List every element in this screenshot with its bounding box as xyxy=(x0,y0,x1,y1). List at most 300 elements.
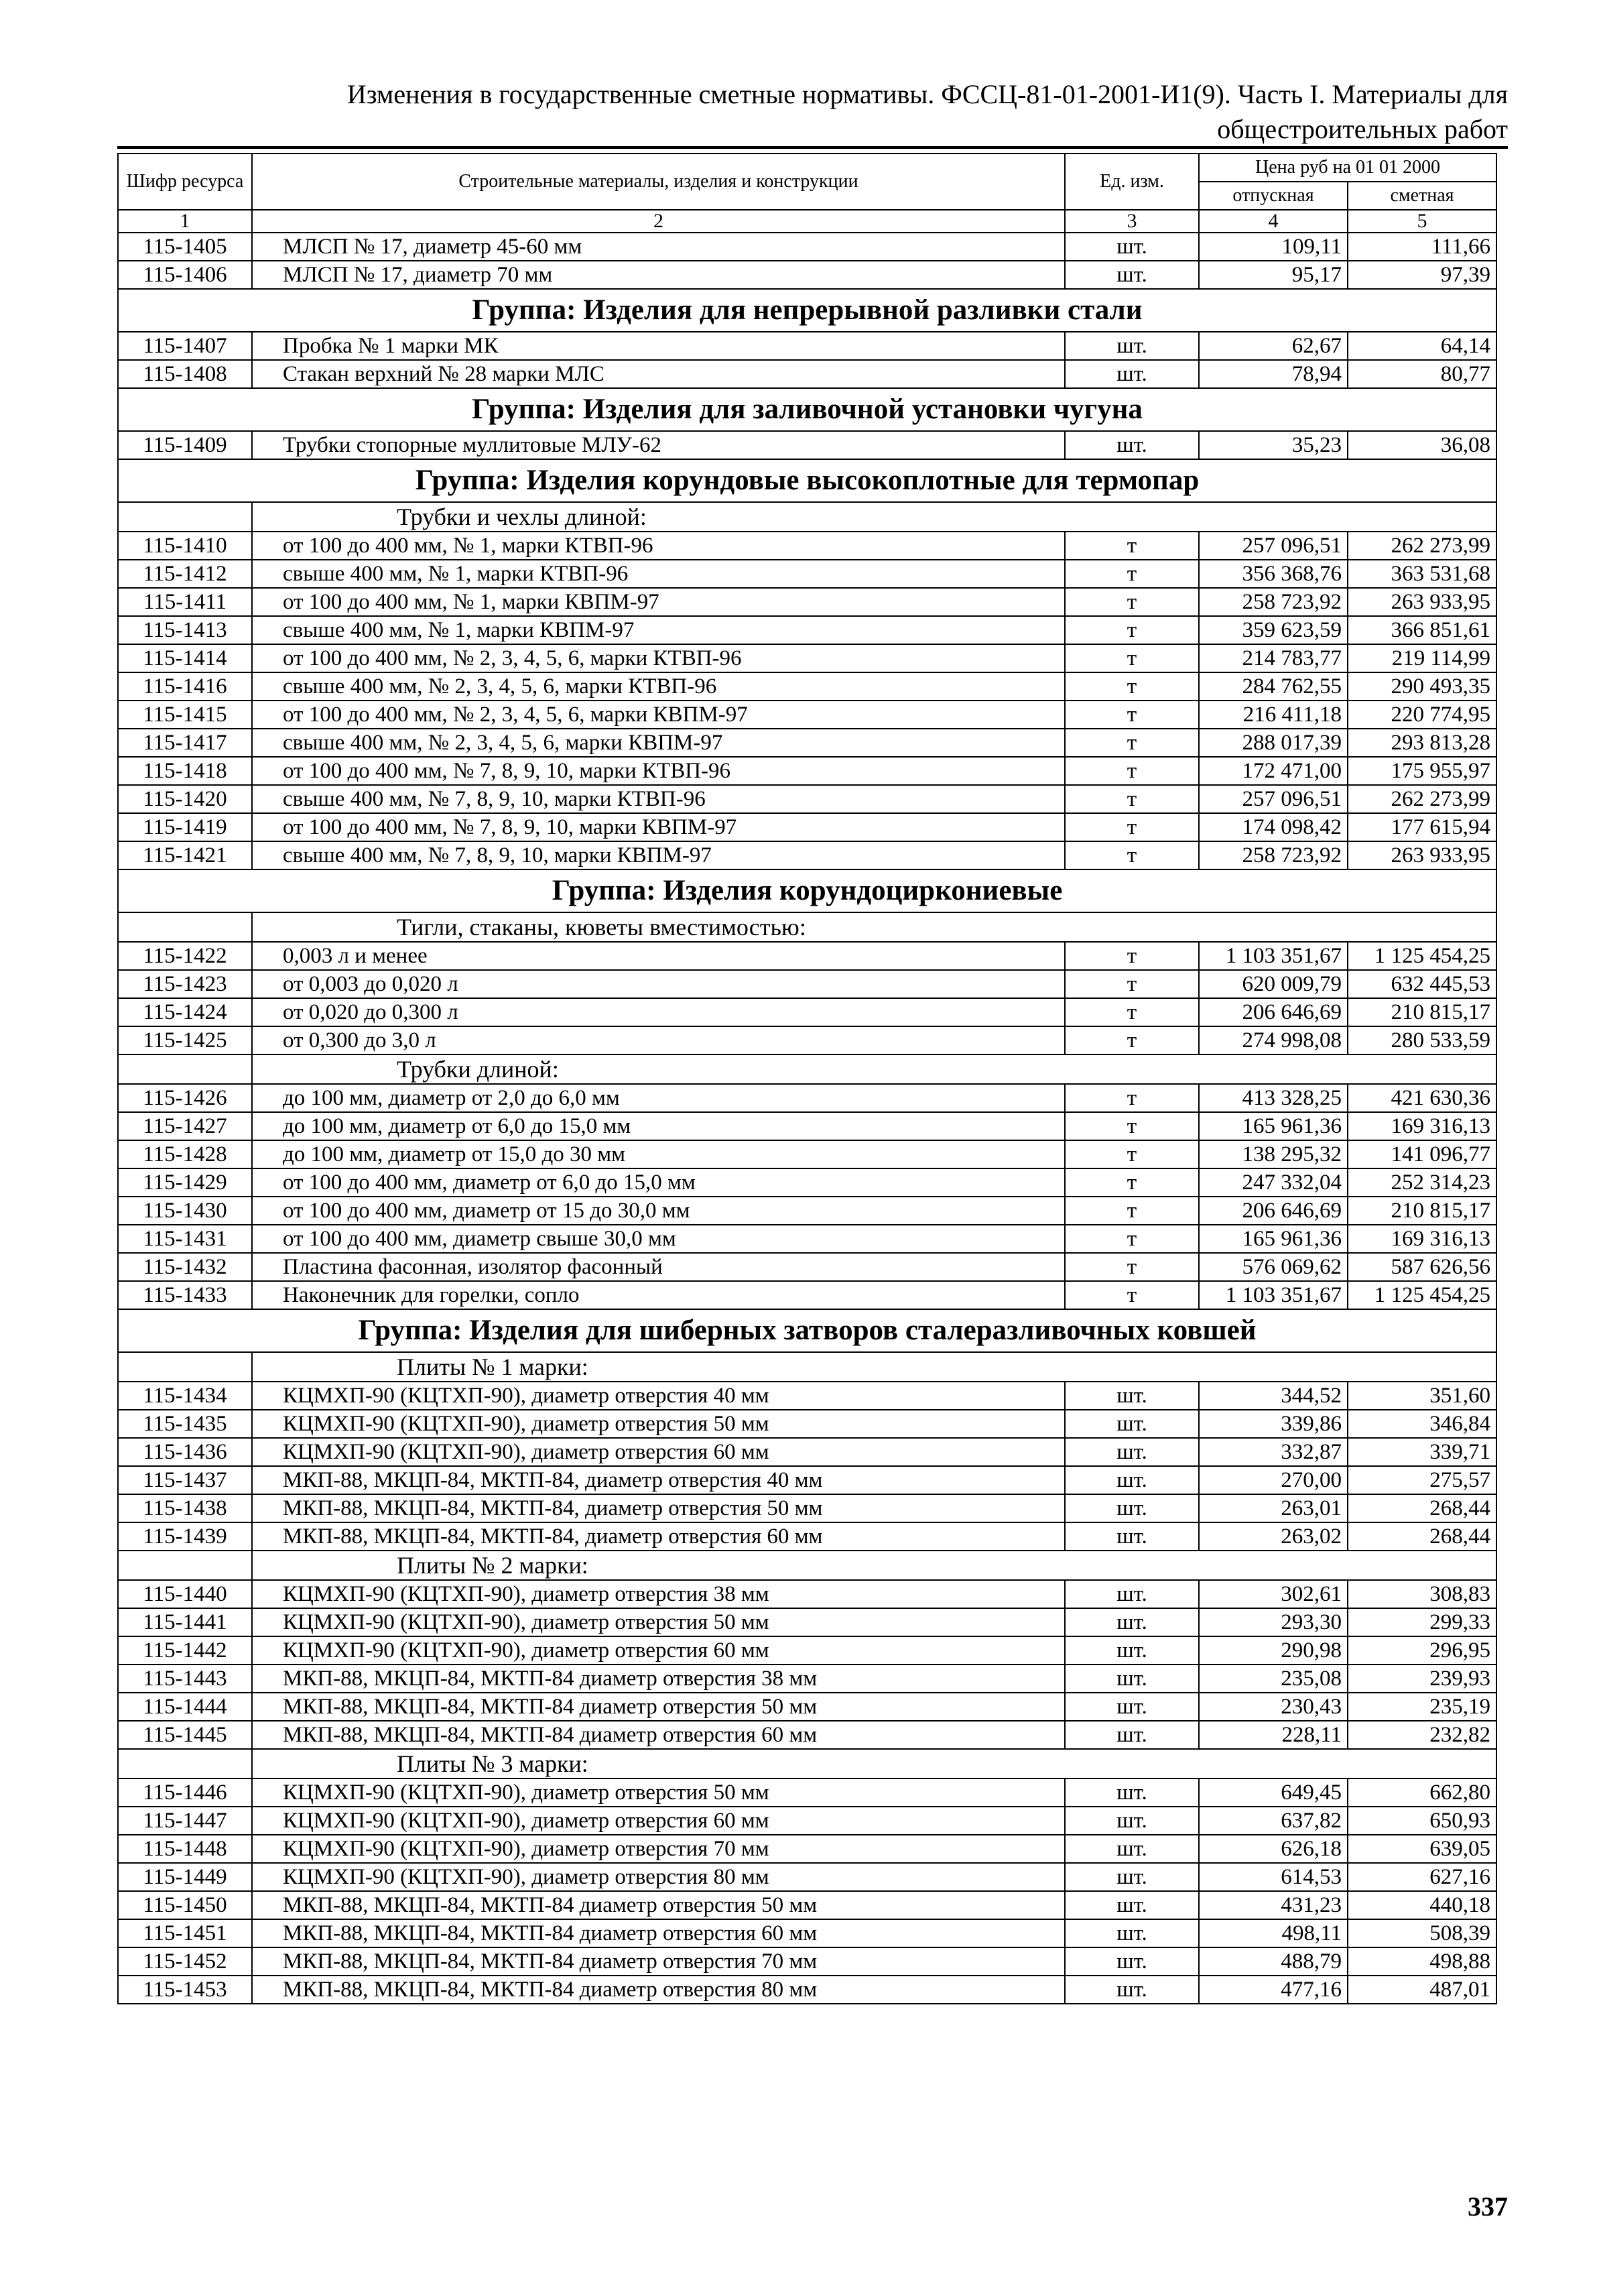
resource-code: 115-1410 xyxy=(118,532,252,560)
group-heading: Группа: Изделия корундовые высокоплотные для термопар xyxy=(118,459,1496,502)
release-price: 344,52 xyxy=(1199,1382,1348,1410)
unit-of-measure: шт. xyxy=(1065,261,1199,289)
table-row xyxy=(118,1947,1496,1976)
table-row xyxy=(118,1112,1496,1140)
release-price: 293,30 xyxy=(1199,1608,1348,1636)
resource-code: 115-1427 xyxy=(118,1112,252,1140)
unit-of-measure: шт. xyxy=(1065,1835,1199,1863)
material-name: свыше 400 мм, № 1, марки КВПМ-97 xyxy=(252,616,1065,644)
estimate-price: 64,14 xyxy=(1348,332,1496,360)
unit-of-measure: т xyxy=(1065,757,1199,785)
table-row xyxy=(118,1863,1496,1891)
estimate-price: 210 815,17 xyxy=(1348,998,1496,1026)
estimate-price: 169 316,13 xyxy=(1348,1225,1496,1253)
release-price: 95,17 xyxy=(1199,261,1348,289)
group-heading: Группа: Изделия для шиберных затворов сталеразливочных ковшей xyxy=(118,1309,1496,1352)
material-name: от 0,003 до 0,020 л xyxy=(252,970,1065,998)
estimate-price: 1 125 454,25 xyxy=(1348,1281,1496,1309)
unit-of-measure: шт. xyxy=(1065,1466,1199,1494)
release-price: 78,94 xyxy=(1199,360,1348,388)
material-name: МКП-88, МКЦП-84, МКТП-84 диаметр отверстия 60 мм xyxy=(252,1721,1065,1749)
unit-of-measure: шт. xyxy=(1065,233,1199,261)
estimate-price: 268,44 xyxy=(1348,1522,1496,1551)
resource-code: 115-1432 xyxy=(118,1253,252,1281)
estimate-price: 662,80 xyxy=(1348,1778,1496,1807)
header-line-1: Изменения в государственные сметные нормативы. ФССЦ-81-01-2001-И1(9). Часть I. Материалы для xyxy=(346,79,1508,109)
estimate-price: 262 273,99 xyxy=(1348,785,1496,813)
col-number: 2 xyxy=(252,210,1065,233)
subheading: Плиты № 3 марки: xyxy=(252,1749,1496,1778)
resource-code: 115-1448 xyxy=(118,1835,252,1863)
table-row xyxy=(118,1168,1496,1197)
release-price: 498,11 xyxy=(1199,1919,1348,1947)
table-row xyxy=(118,1026,1496,1054)
estimate-price: 252 314,23 xyxy=(1348,1168,1496,1197)
table-row xyxy=(118,644,1496,672)
resource-code: 115-1443 xyxy=(118,1665,252,1693)
estimate-price: 111,66 xyxy=(1348,233,1496,261)
resource-code: 115-1407 xyxy=(118,332,252,360)
material-name: свыше 400 мм, № 2, 3, 4, 5, 6, марки КТВП-96 xyxy=(252,672,1065,701)
unit-of-measure: шт. xyxy=(1065,1863,1199,1891)
unit-of-measure: шт. xyxy=(1065,1693,1199,1721)
estimate-price: 36,08 xyxy=(1348,431,1496,459)
col-header-release: отпускная xyxy=(1199,182,1348,210)
release-price: 62,67 xyxy=(1199,332,1348,360)
estimate-price: 175 955,97 xyxy=(1348,757,1496,785)
material-name: МКП-88, МКЦП-84, МКТП-84 диаметр отверстия 38 мм xyxy=(252,1665,1065,1693)
release-price: 109,11 xyxy=(1199,233,1348,261)
table-row xyxy=(118,729,1496,757)
table-row xyxy=(118,1891,1496,1919)
release-price: 216 411,18 xyxy=(1199,701,1348,729)
estimate-price: 239,93 xyxy=(1348,1665,1496,1693)
estimate-price: 263 933,95 xyxy=(1348,588,1496,616)
material-name: от 0,020 до 0,300 л xyxy=(252,998,1065,1026)
table-row xyxy=(118,616,1496,644)
unit-of-measure: шт. xyxy=(1065,1976,1199,2004)
release-price: 477,16 xyxy=(1199,1976,1348,2004)
estimate-price: 235,19 xyxy=(1348,1693,1496,1721)
resource-code: 115-1415 xyxy=(118,701,252,729)
unit-of-measure: шт. xyxy=(1065,1608,1199,1636)
estimate-price: 268,44 xyxy=(1348,1494,1496,1522)
table-row xyxy=(118,1778,1496,1807)
unit-of-measure: т xyxy=(1065,532,1199,560)
estimate-price: 421 630,36 xyxy=(1348,1084,1496,1112)
release-price: 576 069,62 xyxy=(1199,1253,1348,1281)
estimate-price: 308,83 xyxy=(1348,1580,1496,1608)
unit-of-measure: шт. xyxy=(1065,332,1199,360)
table-row xyxy=(118,332,1496,360)
estimate-price: 275,57 xyxy=(1348,1466,1496,1494)
release-price: 247 332,04 xyxy=(1199,1168,1348,1197)
material-name: до 100 мм, диаметр от 2,0 до 6,0 мм xyxy=(252,1084,1065,1112)
unit-of-measure: т xyxy=(1065,701,1199,729)
release-price: 332,87 xyxy=(1199,1438,1348,1466)
resource-code: 115-1429 xyxy=(118,1168,252,1197)
release-price: 214 783,77 xyxy=(1199,644,1348,672)
resource-code: 115-1411 xyxy=(118,588,252,616)
subheading: Тигли, стаканы, кюветы вместимостью: xyxy=(252,912,1496,942)
release-price: 626,18 xyxy=(1199,1835,1348,1863)
release-price: 206 646,69 xyxy=(1199,998,1348,1026)
table-row xyxy=(118,942,1496,970)
material-name: КЦМХП-90 (КЦТХП-90), диаметр отверстия 60 мм xyxy=(252,1438,1065,1466)
table-row xyxy=(118,1253,1496,1281)
subheading-code-cell xyxy=(118,1352,252,1382)
unit-of-measure: т xyxy=(1065,1140,1199,1168)
table-row xyxy=(118,1466,1496,1494)
material-name: Трубки стопорные муллитовые МЛУ-62 xyxy=(252,431,1065,459)
resource-code: 115-1430 xyxy=(118,1197,252,1225)
group-heading-row xyxy=(118,1309,1496,1352)
table-row xyxy=(118,1919,1496,1947)
subheading-code-cell xyxy=(118,502,252,532)
unit-of-measure: т xyxy=(1065,1197,1199,1225)
estimate-price: 262 273,99 xyxy=(1348,532,1496,560)
unit-of-measure: т xyxy=(1065,998,1199,1026)
release-price: 1 103 351,67 xyxy=(1199,1281,1348,1309)
material-name: от 0,300 до 3,0 л xyxy=(252,1026,1065,1054)
table-row xyxy=(118,1665,1496,1693)
material-name: от 100 до 400 мм, № 1, марки КТВП-96 xyxy=(252,532,1065,560)
release-price: 172 471,00 xyxy=(1199,757,1348,785)
estimate-price: 498,88 xyxy=(1348,1947,1496,1976)
unit-of-measure: т xyxy=(1065,1281,1199,1309)
estimate-price: 351,60 xyxy=(1348,1382,1496,1410)
resource-code: 115-1433 xyxy=(118,1281,252,1309)
unit-of-measure: шт. xyxy=(1065,1382,1199,1410)
release-price: 290,98 xyxy=(1199,1636,1348,1665)
material-name: от 100 до 400 мм, № 7, 8, 9, 10, марки КТВП-96 xyxy=(252,757,1065,785)
material-name: КЦМХП-90 (КЦТХП-90), диаметр отверстия 40 мм xyxy=(252,1382,1065,1410)
subheading-row xyxy=(118,502,1496,532)
release-price: 637,82 xyxy=(1199,1807,1348,1835)
table-row xyxy=(118,1976,1496,2004)
resource-code: 115-1423 xyxy=(118,970,252,998)
material-name: КЦМХП-90 (КЦТХП-90), диаметр отверстия 70 мм xyxy=(252,1835,1065,1863)
unit-of-measure: шт. xyxy=(1065,1580,1199,1608)
estimate-price: 210 815,17 xyxy=(1348,1197,1496,1225)
unit-of-measure: т xyxy=(1065,644,1199,672)
table-row xyxy=(118,233,1496,261)
subheading-code-cell xyxy=(118,1551,252,1580)
estimate-price: 632 445,53 xyxy=(1348,970,1496,998)
material-name: МКП-88, МКЦП-84, МКТП-84 диаметр отверстия 70 мм xyxy=(252,1947,1065,1976)
material-name: МЛСП № 17, диаметр 70 мм xyxy=(252,261,1065,289)
release-price: 284 762,55 xyxy=(1199,672,1348,701)
estimate-price: 639,05 xyxy=(1348,1835,1496,1863)
unit-of-measure: шт. xyxy=(1065,1919,1199,1947)
unit-of-measure: шт. xyxy=(1065,431,1199,459)
resource-code: 115-1438 xyxy=(118,1494,252,1522)
subheading-code-cell xyxy=(118,1749,252,1778)
col-number: 4 xyxy=(1199,210,1348,233)
resource-code: 115-1417 xyxy=(118,729,252,757)
table-row xyxy=(118,1807,1496,1835)
resource-code: 115-1442 xyxy=(118,1636,252,1665)
release-price: 138 295,32 xyxy=(1199,1140,1348,1168)
table-row xyxy=(118,261,1496,289)
col-header-name: Строительные материалы, изделия и конструкции xyxy=(252,154,1065,210)
material-name: МКП-88, МКЦП-84, МКТП-84 диаметр отверстия 80 мм xyxy=(252,1976,1065,2004)
table-row xyxy=(118,1636,1496,1665)
unit-of-measure: т xyxy=(1065,942,1199,970)
table-row xyxy=(118,1225,1496,1253)
col-header-unit: Ед. изм. xyxy=(1065,154,1199,210)
estimate-price: 650,93 xyxy=(1348,1807,1496,1835)
table-row xyxy=(118,1197,1496,1225)
table-row xyxy=(118,1494,1496,1522)
unit-of-measure: шт. xyxy=(1065,1665,1199,1693)
estimate-price: 219 114,99 xyxy=(1348,644,1496,672)
table-row xyxy=(118,1608,1496,1636)
unit-of-measure: т xyxy=(1065,1112,1199,1140)
material-name: свыше 400 мм, № 7, 8, 9, 10, марки КТВП-96 xyxy=(252,785,1065,813)
resource-code: 115-1418 xyxy=(118,757,252,785)
resource-code: 115-1444 xyxy=(118,1693,252,1721)
table-row xyxy=(118,431,1496,459)
group-heading-row xyxy=(118,388,1496,431)
group-heading-row xyxy=(118,869,1496,912)
resource-code: 115-1408 xyxy=(118,360,252,388)
table-row xyxy=(118,1835,1496,1863)
unit-of-measure: шт. xyxy=(1065,1636,1199,1665)
estimate-price: 346,84 xyxy=(1348,1410,1496,1438)
resource-code: 115-1419 xyxy=(118,813,252,841)
unit-of-measure: шт. xyxy=(1065,1721,1199,1749)
unit-of-measure: т xyxy=(1065,560,1199,588)
estimate-price: 220 774,95 xyxy=(1348,701,1496,729)
subheading-row xyxy=(118,1352,1496,1382)
resource-code: 115-1435 xyxy=(118,1410,252,1438)
resource-code: 115-1405 xyxy=(118,233,252,261)
unit-of-measure: т xyxy=(1065,1225,1199,1253)
release-price: 488,79 xyxy=(1199,1947,1348,1976)
table-row xyxy=(118,701,1496,729)
subheading: Трубки длиной: xyxy=(252,1054,1496,1084)
materials-price-table xyxy=(117,153,1497,2004)
unit-of-measure: шт. xyxy=(1065,1807,1199,1835)
table-row xyxy=(118,1522,1496,1551)
col-number: 3 xyxy=(1065,210,1199,233)
resource-code: 115-1452 xyxy=(118,1947,252,1976)
resource-code: 115-1424 xyxy=(118,998,252,1026)
table-row xyxy=(118,970,1496,998)
resource-code: 115-1446 xyxy=(118,1778,252,1807)
estimate-price: 169 316,13 xyxy=(1348,1112,1496,1140)
release-price: 258 723,92 xyxy=(1199,841,1348,869)
estimate-price: 263 933,95 xyxy=(1348,841,1496,869)
material-name: от 100 до 400 мм, № 7, 8, 9, 10, марки КВПМ-97 xyxy=(252,813,1065,841)
unit-of-measure: т xyxy=(1065,1168,1199,1197)
subheading-row xyxy=(118,1551,1496,1580)
resource-code: 115-1439 xyxy=(118,1522,252,1551)
resource-code: 115-1440 xyxy=(118,1580,252,1608)
estimate-price: 293 813,28 xyxy=(1348,729,1496,757)
unit-of-measure: т xyxy=(1065,588,1199,616)
estimate-price: 299,33 xyxy=(1348,1608,1496,1636)
table-row xyxy=(118,841,1496,869)
col-header-price: Цена руб на 01 01 2000 xyxy=(1199,154,1496,182)
subheading-row xyxy=(118,1054,1496,1084)
estimate-price: 508,39 xyxy=(1348,1919,1496,1947)
release-price: 228,11 xyxy=(1199,1721,1348,1749)
release-price: 165 961,36 xyxy=(1199,1112,1348,1140)
table-row xyxy=(118,785,1496,813)
release-price: 359 623,59 xyxy=(1199,616,1348,644)
material-name: МЛСП № 17, диаметр 45-60 мм xyxy=(252,233,1065,261)
material-name: МКП-88, МКЦП-84, МКТП-84 диаметр отверстия 60 мм xyxy=(252,1919,1065,1947)
material-name: МКП-88, МКЦП-84, МКТП-84, диаметр отверстия 40 мм xyxy=(252,1466,1065,1494)
resource-code: 115-1436 xyxy=(118,1438,252,1466)
group-heading-row xyxy=(118,289,1496,332)
material-name: МКП-88, МКЦП-84, МКТП-84 диаметр отверстия 50 мм xyxy=(252,1693,1065,1721)
unit-of-measure: т xyxy=(1065,785,1199,813)
release-price: 235,08 xyxy=(1199,1665,1348,1693)
material-name: МКП-88, МКЦП-84, МКТП-84, диаметр отверстия 50 мм xyxy=(252,1494,1065,1522)
estimate-price: 141 096,77 xyxy=(1348,1140,1496,1168)
release-price: 649,45 xyxy=(1199,1778,1348,1807)
material-name: Пробка № 1 марки МК xyxy=(252,332,1065,360)
material-name: свыше 400 мм, № 2, 3, 4, 5, 6, марки КВПМ-97 xyxy=(252,729,1065,757)
unit-of-measure: т xyxy=(1065,672,1199,701)
release-price: 174 098,42 xyxy=(1199,813,1348,841)
estimate-price: 232,82 xyxy=(1348,1721,1496,1749)
table-row xyxy=(118,560,1496,588)
release-price: 165 961,36 xyxy=(1199,1225,1348,1253)
unit-of-measure: шт. xyxy=(1065,1891,1199,1919)
release-price: 356 368,76 xyxy=(1199,560,1348,588)
estimate-price: 280 533,59 xyxy=(1348,1026,1496,1054)
document-header xyxy=(117,77,1508,147)
material-name: Пластина фасонная, изолятор фасонный xyxy=(252,1253,1065,1281)
material-name: КЦМХП-90 (КЦТХП-90), диаметр отверстия 60 мм xyxy=(252,1636,1065,1665)
estimate-price: 80,77 xyxy=(1348,360,1496,388)
release-price: 263,02 xyxy=(1199,1522,1348,1551)
material-name: МКП-88, МКЦП-84, МКТП-84 диаметр отверстия 50 мм xyxy=(252,1891,1065,1919)
header-line-2: общестроительных работ xyxy=(1217,114,1508,144)
subheading: Трубки и чехлы длиной: xyxy=(252,502,1496,532)
column-numbers-row xyxy=(118,210,1496,233)
release-price: 413 328,25 xyxy=(1199,1084,1348,1112)
release-price: 263,01 xyxy=(1199,1494,1348,1522)
table-row xyxy=(118,1438,1496,1466)
unit-of-measure: шт. xyxy=(1065,1438,1199,1466)
group-heading-row xyxy=(118,459,1496,502)
release-price: 274 998,08 xyxy=(1199,1026,1348,1054)
unit-of-measure: шт. xyxy=(1065,1410,1199,1438)
table-row xyxy=(118,588,1496,616)
release-price: 270,00 xyxy=(1199,1466,1348,1494)
subheading: Плиты № 2 марки: xyxy=(252,1551,1496,1580)
resource-code: 115-1431 xyxy=(118,1225,252,1253)
table-row xyxy=(118,360,1496,388)
subheading-code-cell xyxy=(118,912,252,942)
release-price: 339,86 xyxy=(1199,1410,1348,1438)
resource-code: 115-1450 xyxy=(118,1891,252,1919)
material-name: от 100 до 400 мм, № 2, 3, 4, 5, 6, марки КВПМ-97 xyxy=(252,701,1065,729)
unit-of-measure: т xyxy=(1065,1084,1199,1112)
material-name: МКП-88, МКЦП-84, МКТП-84, диаметр отверстия 60 мм xyxy=(252,1522,1065,1551)
material-name: от 100 до 400 мм, диаметр от 15 до 30,0 мм xyxy=(252,1197,1065,1225)
material-name: Наконечник для горелки, сопло xyxy=(252,1281,1065,1309)
material-name: от 100 до 400 мм, № 1, марки КВПМ-97 xyxy=(252,588,1065,616)
table-row xyxy=(118,1281,1496,1309)
material-name: от 100 до 400 мм, № 2, 3, 4, 5, 6, марки КТВП-96 xyxy=(252,644,1065,672)
material-name: от 100 до 400 мм, диаметр от 6,0 до 15,0 мм xyxy=(252,1168,1065,1197)
table-row xyxy=(118,1140,1496,1168)
group-heading: Группа: Изделия корундоциркониевые xyxy=(118,869,1496,912)
resource-code: 115-1428 xyxy=(118,1140,252,1168)
resource-code: 115-1445 xyxy=(118,1721,252,1749)
material-name: КЦМХП-90 (КЦТХП-90), диаметр отверстия 50 мм xyxy=(252,1778,1065,1807)
resource-code: 115-1409 xyxy=(118,431,252,459)
estimate-price: 440,18 xyxy=(1348,1891,1496,1919)
unit-of-measure: шт. xyxy=(1065,360,1199,388)
material-name: КЦМХП-90 (КЦТХП-90), диаметр отверстия 38 мм xyxy=(252,1580,1065,1608)
resource-code: 115-1451 xyxy=(118,1919,252,1947)
resource-code: 115-1437 xyxy=(118,1466,252,1494)
unit-of-measure: т xyxy=(1065,1253,1199,1281)
unit-of-measure: т xyxy=(1065,841,1199,869)
release-price: 35,23 xyxy=(1199,431,1348,459)
release-price: 620 009,79 xyxy=(1199,970,1348,998)
resource-code: 115-1413 xyxy=(118,616,252,644)
resource-code: 115-1434 xyxy=(118,1382,252,1410)
resource-code: 115-1420 xyxy=(118,785,252,813)
table-row xyxy=(118,672,1496,701)
material-name: до 100 мм, диаметр от 15,0 до 30 мм xyxy=(252,1140,1065,1168)
resource-code: 115-1447 xyxy=(118,1807,252,1835)
resource-code: 115-1406 xyxy=(118,261,252,289)
unit-of-measure: шт. xyxy=(1065,1522,1199,1551)
subheading: Плиты № 1 марки: xyxy=(252,1352,1496,1382)
unit-of-measure: шт. xyxy=(1065,1494,1199,1522)
release-price: 230,43 xyxy=(1199,1693,1348,1721)
release-price: 288 017,39 xyxy=(1199,729,1348,757)
page-number: 337 xyxy=(1468,2191,1508,2222)
estimate-price: 339,71 xyxy=(1348,1438,1496,1466)
unit-of-measure: шт. xyxy=(1065,1778,1199,1807)
resource-code: 115-1449 xyxy=(118,1863,252,1891)
table-row xyxy=(118,1084,1496,1112)
table-row xyxy=(118,1580,1496,1608)
header-rule xyxy=(117,146,1508,149)
group-heading: Группа: Изделия для непрерывной разливки стали xyxy=(118,289,1496,332)
unit-of-measure: т xyxy=(1065,813,1199,841)
table-row xyxy=(118,757,1496,785)
material-name: КЦМХП-90 (КЦТХП-90), диаметр отверстия 80 мм xyxy=(252,1863,1065,1891)
release-price: 614,53 xyxy=(1199,1863,1348,1891)
resource-code: 115-1412 xyxy=(118,560,252,588)
release-price: 302,61 xyxy=(1199,1580,1348,1608)
resource-code: 115-1414 xyxy=(118,644,252,672)
unit-of-measure: т xyxy=(1065,616,1199,644)
estimate-price: 487,01 xyxy=(1348,1976,1496,2004)
estimate-price: 587 626,56 xyxy=(1348,1253,1496,1281)
table-body xyxy=(118,233,1496,2004)
col-number: 5 xyxy=(1348,210,1496,233)
col-header-code: Шифр ресурса xyxy=(118,154,252,210)
estimate-price: 296,95 xyxy=(1348,1636,1496,1665)
resource-code: 115-1441 xyxy=(118,1608,252,1636)
material-name: КЦМХП-90 (КЦТХП-90), диаметр отверстия 50 мм xyxy=(252,1410,1065,1438)
resource-code: 115-1425 xyxy=(118,1026,252,1054)
estimate-price: 177 615,94 xyxy=(1348,813,1496,841)
material-name: КЦМХП-90 (КЦТХП-90), диаметр отверстия 50 мм xyxy=(252,1608,1065,1636)
